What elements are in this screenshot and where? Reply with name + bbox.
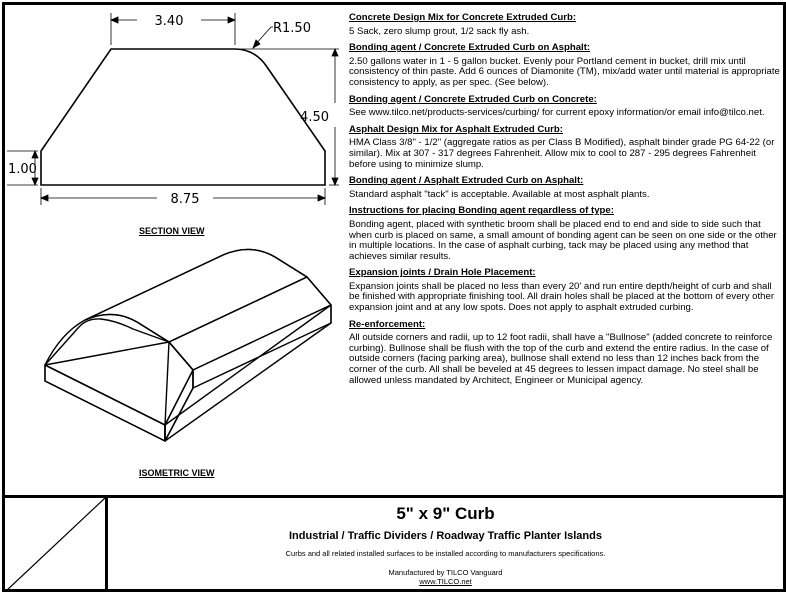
dim-side-height-text: 1.00 [8,162,37,177]
note-reenforcement [349,320,781,387]
note-heading: Bonding agent / Concrete Extruded Curb on Asphalt: [349,42,591,54]
note-concrete-mix [349,13,781,37]
title-block [5,495,783,592]
note-body: 2.50 gallons water in 1 - 5 gallon bucket. Evenly pour Portland cement in bucket, drill mix until consistency of thin paste. Add 6 ounces of Diamonite (TM), mix/add water until material is appropriate consistency to apply, as per spec. (See below). [349,55,780,88]
note-bonding-asphalt-on-asphalt [349,176,781,200]
diagonal-line-icon [5,498,105,592]
note-body: 5 Sack, zero slump grout, 1/2 sack fly ash. [349,25,530,37]
note-body: See www.tilco.net/products-services/curbing/ for current epoxy information/or email info@tilco.net. [349,107,765,119]
note-heading: Bonding agent / Asphalt Extruded Curb on Asphalt: [349,175,584,187]
note-body: HMA Class 3/8" - 1/2" (aggregate ratios as per Class B Modified), asphalt binder grade PG 64-22 (or similar). Mix at 307 - 317 degrees Fahrenheit. Allow mix to cool to 287 - 295 degrees Fahrenheit before using to minimize slump. [349,137,775,170]
dim-height-text: 4.50 [300,110,329,125]
note-heading: Bonding agent / Concrete Extruded Curb on Concrete: [349,93,597,105]
specification-notes [349,13,781,392]
note-expansion-joints [349,268,781,313]
installation-note: Curbs and all related installed surfaces to be installed according to manufacturers specifications. [285,549,606,558]
drawing-subtitle: Industrial / Traffic Dividers / Roadway Traffic Planter Islands [289,530,602,542]
isometric-curb [45,249,331,441]
note-bonding-concrete-on-asphalt [349,43,781,88]
title-block-logo-box [5,498,108,592]
curb-drawings [5,5,345,493]
note-asphalt-mix [349,125,781,170]
note-body: Expansion joints shall be placed no less than every 20' and run entire depth/height of curb and shall be finished with appropriate finishing tool. All drain holes shall be placed at the bottom of every other expansion joint and at any low spots. Does not apply to asphalt extruded curbing. [349,280,775,314]
dim-base-width-text: 8.75 [170,192,200,207]
website-link[interactable]: www.TILCO.net [419,577,472,586]
note-heading: Expansion joints / Drain Hole Placement: [349,267,536,279]
title-block-text [108,498,783,592]
note-body: Bonding agent, placed with synthetic broom shall be placed end to end and side to side such that when curb is placed on same, a small amount of bonding agent can be seen on one side or the other in multiple locations. In the case of asphalt curbing, tack may be placed using any method that achieves similar results. [349,218,777,262]
note-heading: Asphalt Design Mix for Asphalt Extruded Curb: [349,123,563,135]
drawing-title: 5" x 9" Curb [396,504,495,523]
note-heading: Instructions for placing Bonding agent regardless of type: [349,205,614,217]
drawing-sheet [2,2,786,592]
dim-top-width-text: 3.40 [154,14,184,29]
note-bonding-instructions [349,206,781,262]
note-bonding-concrete-on-concrete [349,95,781,119]
manufacturer-text: Manufactured by TILCO Vanguard [388,568,503,577]
note-heading: Concrete Design Mix for Concrete Extruded Curb: [349,12,577,23]
note-body: Standard asphalt "tack" is acceptable. Available at most asphalt plants. [349,188,650,200]
iso-end-face [45,365,165,441]
section-view-profile [41,49,325,185]
isometric-view-label: ISOMETRIC VIEW [139,468,215,478]
section-view-label: SECTION VIEW [139,226,205,236]
dim-radius-text: R1.50 [273,21,311,36]
note-body: All outside corners and radii, up to 12 foot radii, shall have a "Bullnose" (added concrete to reinforce curbing). Bullnose shall be flush with the top of the curb and extend the entire radius. In the case of outside corners (facing parking area), bullnose shall extend no less than 12 inches back from the corner of the curb. All shall be beveled at 45 degrees to lessen impact damage. No steel shall be allowed unless mandated by Architect, Engineer or Municipal agency. [349,332,773,386]
curb-section-outline [41,49,325,185]
note-heading: Re-enforcement: [349,318,426,330]
dim-radius-leader [253,27,273,48]
